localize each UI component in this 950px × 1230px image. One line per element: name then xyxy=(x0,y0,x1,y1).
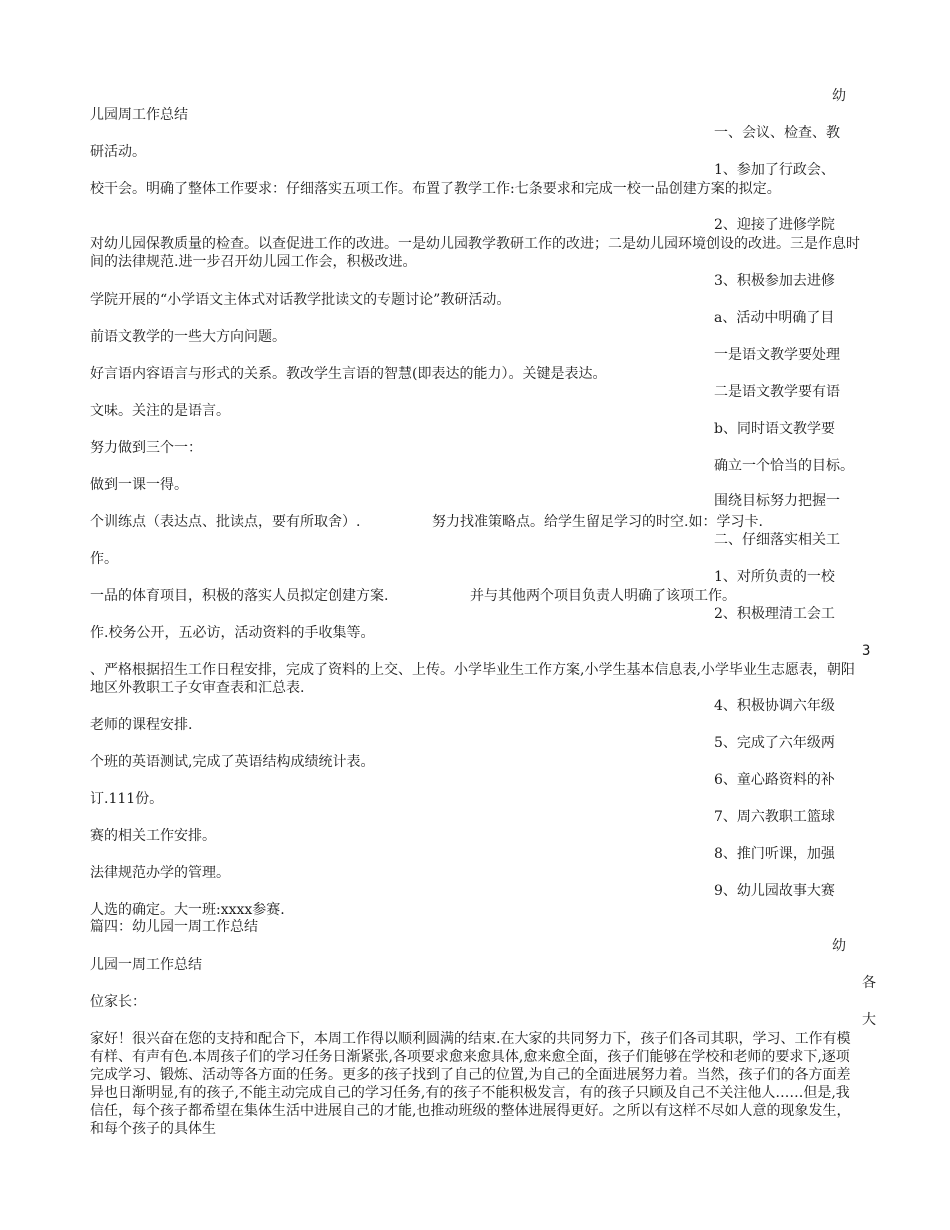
right-fragment: 各 xyxy=(862,975,876,991)
text-line: 老师的课程安排. xyxy=(90,717,193,733)
right-fragment: 3 xyxy=(862,643,871,659)
doc-title: 儿园一周工作总结 xyxy=(90,957,202,973)
text-line: 作.校务公开，五必访，活动资料的手收集等。 xyxy=(90,625,375,641)
text-line: 作。 xyxy=(90,551,118,567)
text-line: 努力找准策略点。给学生留足学习的时空.如：学习卡. xyxy=(432,514,763,530)
text-line: 做到一课一得。 xyxy=(90,477,188,493)
right-fragment: 3、积极参加去进修 xyxy=(714,273,835,289)
right-fragment: 4、积极协调六年级 xyxy=(714,698,835,714)
text-line: 并与其他两个项目负责人明确了该项工作。 xyxy=(470,588,736,604)
right-fragment: 9、幼儿园故事大赛 xyxy=(714,883,835,899)
text-line: 好言语内容语言与形式的关系。教改学生言语的智慧(即表达的能力）。关键是表达。 xyxy=(90,366,607,382)
right-fragment: 确立一个恰当的目标。 xyxy=(714,458,854,474)
right-fragment: 8、推门听课，加强 xyxy=(714,846,835,862)
right-fragment: 1、对所负责的一校 xyxy=(714,569,835,585)
text-line: 文味。关注的是语言。 xyxy=(90,403,230,419)
right-fragment: 2、积极理清工会工 xyxy=(714,606,835,622)
paragraph: 、严格根据招生工作日程安排，完成了资料的上交、上传。小学毕业生工作方案,小学生基本信息表,小学毕业生志愿表，朝阳地区外教职工子女审查表和汇总表. xyxy=(90,662,855,696)
text-line: 订.111份。 xyxy=(90,791,164,807)
text-line: 学院开展的“小学语文主体式对话教学批读文的专题讨论”教研活动。 xyxy=(90,292,511,308)
right-fragment: 一、会议、检查、教 xyxy=(714,125,840,141)
right-fragment: 二、仔细落实相关工 xyxy=(714,532,840,548)
right-fragment: 二是语文教学要有语 xyxy=(714,384,840,400)
right-fragment: a、活动中明确了目 xyxy=(714,310,835,326)
text-line: 一品的体育项目，积极的落实人员拟定创建方案. xyxy=(90,588,389,604)
right-fragment: 幼 xyxy=(832,938,846,954)
text-line: 个班的英语测试,完成了英语结构成绩统计表。 xyxy=(90,754,375,770)
text-line: 前语文教学的一些大方向问题。 xyxy=(90,329,286,345)
right-fragment: 一是语文教学要处理 xyxy=(714,347,840,363)
paragraph: 家好！很兴奋在您的支持和配合下，本周工作得以顺利圆满的结束.在大家的共同努力下，孩子们各司其职，学习、工作有模有样、有声有色.本周孩子们的学习任务日渐紧张,各项要求愈来愈具体,愈来愈全面，孩子们能够在学校和老师的要求下,逐项完成学习、锻炼、活动等各方面的任务。更多的孩子找到了自己的位置,为自己的全面进展努力着。当然，孩子们的各方面差异也日渐明显,有的孩子,不能主动完成自己的学习任务,有的孩子不能积极发言，有的孩子只顾及自己不关注他人……但是,我信任，每个孩子都希望在集体生活中进展自己的才能,也推动班级的整体进展得更好。之所以有这样不尽如人意的现象发生，和每个孩子的具体生 xyxy=(90,1031,851,1137)
right-fragment: 大 xyxy=(862,1012,876,1028)
text-line: 法律规范办学的管理。 xyxy=(90,865,230,881)
right-fragment: b、同时语文教学要 xyxy=(714,421,835,437)
doc-title: 儿园周工作总结 xyxy=(90,107,188,123)
right-fragment: 5、完成了六年级两 xyxy=(714,735,835,751)
salutation: 位家长： xyxy=(90,994,146,1010)
text-line: 人选的确定。大一班:xxxx参赛. xyxy=(90,902,285,918)
right-fragment: 6、童心路资料的补 xyxy=(714,772,835,788)
text-line: 个训练点（表达点、批读点，要有所取舍）. xyxy=(90,514,361,530)
text-line: 努力做到三个一： xyxy=(90,440,202,456)
text-line: 研活动。 xyxy=(90,144,146,160)
right-fragment: 1、参加了行政会、 xyxy=(714,162,835,178)
right-fragment: 幼 xyxy=(832,88,846,104)
section-heading: 篇四：幼儿园一周工作总结 xyxy=(90,919,258,935)
right-fragment: 2、迎接了进修学院 xyxy=(714,217,835,233)
right-fragment: 7、周六教职工篮球 xyxy=(714,809,835,825)
paragraph: 校干会。明确了整体工作要求：仔细落实五项工作。布置了教学工作:七条要求和完成一校一品创建方案的拟定。 xyxy=(90,181,781,197)
right-fragment: 围绕目标努力把握一 xyxy=(714,493,840,509)
paragraph: 对幼儿园保教质量的检查。以查促进工作的改进。一是幼儿园教学教研工作的改进；二是幼儿园环境创设的改进。三是作息时间的法律规范.进一步召开幼儿园工作会，积极改进。 xyxy=(90,236,860,270)
text-line: 赛的相关工作安排。 xyxy=(90,828,216,844)
